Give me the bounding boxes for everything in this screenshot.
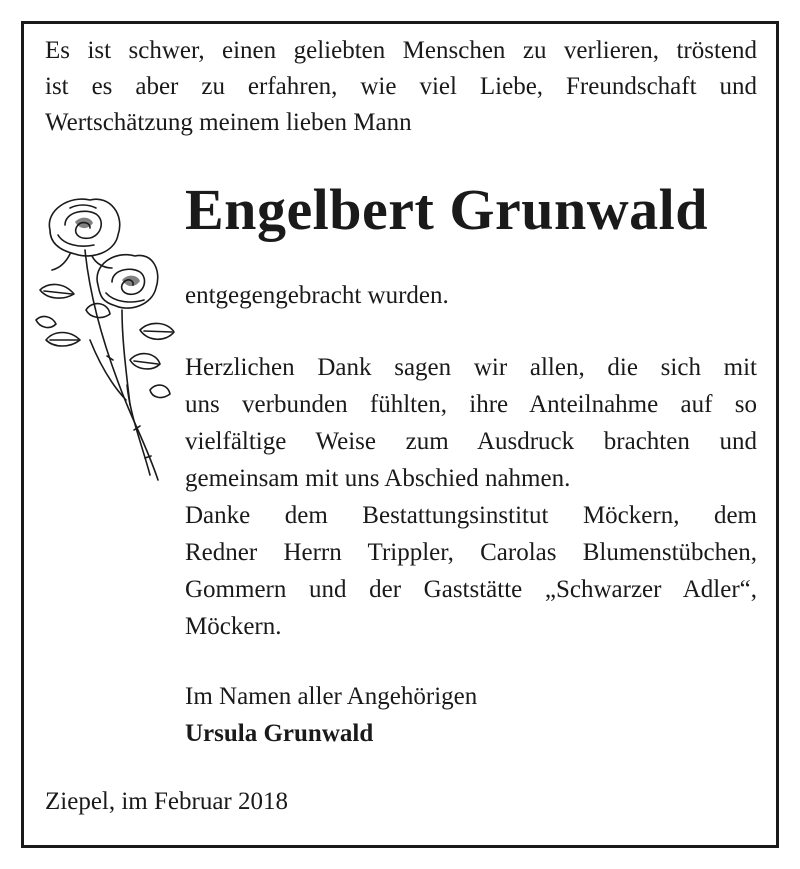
thanks-line: Danke dem Bestattungsinstitut Möckern, dem bbox=[185, 502, 757, 529]
intro-line: ist es aber zu erfahren, wie viel Liebe, Freundschaft und bbox=[45, 73, 757, 100]
thanks-line: Möckern. bbox=[185, 613, 282, 640]
on-behalf-text: Im Namen aller Angehörigen bbox=[185, 683, 478, 710]
intro-line: Wertschätzung meinem lieben Mann bbox=[45, 109, 412, 136]
signer-name: Ursula Grunwald bbox=[185, 720, 374, 747]
place-date: Ziepel, im Februar 2018 bbox=[45, 788, 288, 815]
deceased-name: Engelbert Grunwald bbox=[185, 177, 708, 242]
thanks-line: Herzlichen Dank sagen wir allen, die sich mit bbox=[185, 354, 757, 381]
thanks-line: uns verbunden fühlten, ihre Anteilnahme auf so bbox=[185, 391, 757, 418]
thanks-line: Redner Herrn Trippler, Carolas Blumenstübchen, bbox=[185, 539, 757, 566]
intro-line: Es ist schwer, einen geliebten Menschen zu verlieren, tröstend bbox=[45, 37, 757, 64]
signoff bbox=[185, 678, 757, 752]
thanks-paragraph bbox=[185, 349, 757, 645]
rose-icon bbox=[30, 190, 180, 490]
thanks-line: gemeinsam mit uns Abschied nahmen. bbox=[185, 465, 571, 492]
thanks-line: vielfältige Weise zum Ausdruck brachten und bbox=[185, 428, 757, 455]
received-text: entgegengebracht wurden. bbox=[185, 282, 449, 309]
thanks-line: Gommern und der Gaststätte „Schwarzer Adler“, bbox=[185, 576, 757, 603]
intro-text bbox=[45, 33, 757, 141]
